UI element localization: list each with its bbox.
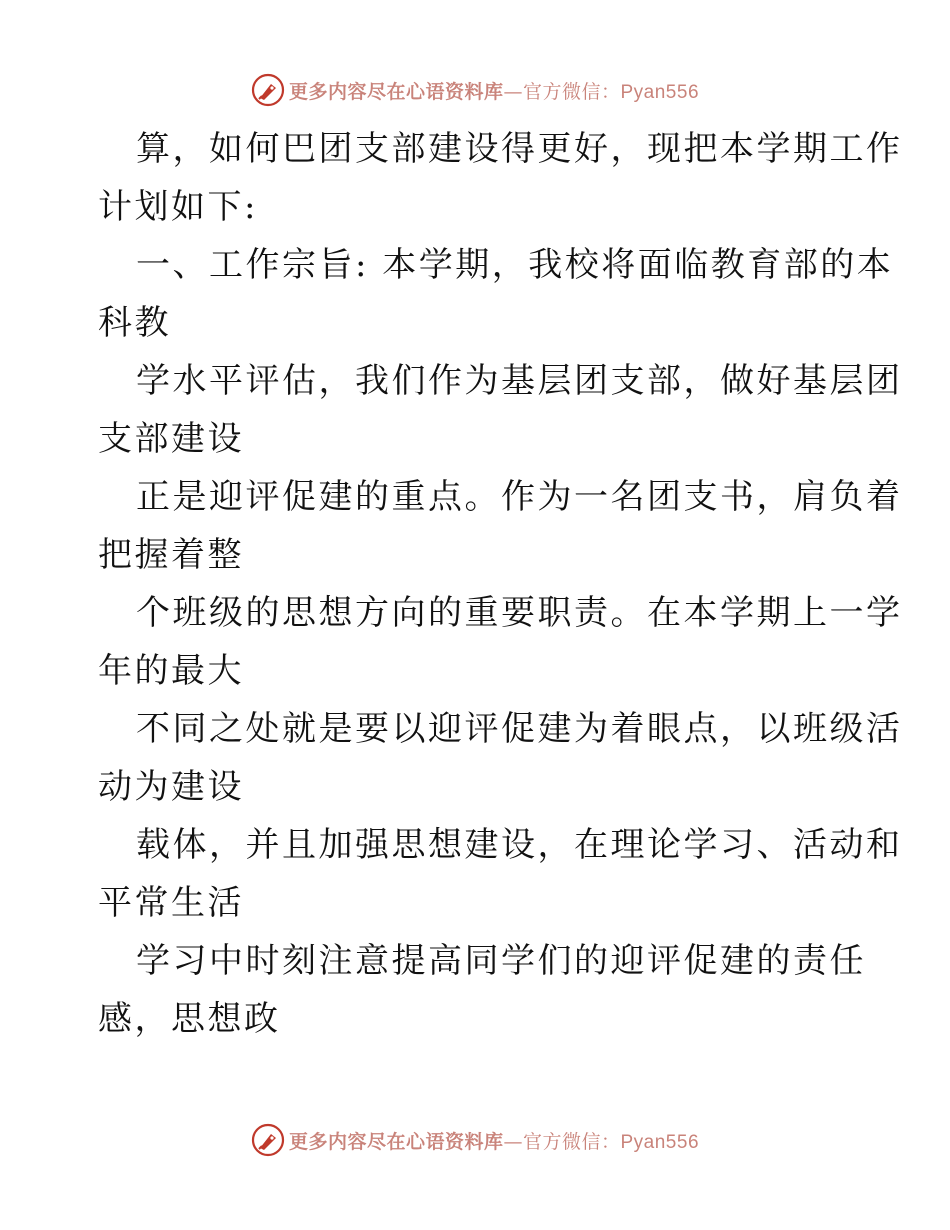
text-line: 把握着整: [98, 535, 244, 575]
watermark-text: [289, 77, 699, 104]
text-line: 年的最大: [98, 651, 244, 691]
pen-nib-logo-icon: [251, 1123, 285, 1157]
document-body: [98, 120, 903, 1048]
footer-watermark: [0, 1120, 950, 1160]
header-watermark: [0, 70, 950, 110]
text-line: 支部建设: [98, 419, 244, 459]
text-line: 学习中时刻注意提高同学们的迎评促建的责任: [136, 941, 866, 981]
watermark-sub-text: 官方微信：: [522, 80, 621, 103]
text-line: 平常生活: [98, 883, 244, 923]
watermark-text: [289, 1127, 699, 1154]
text-line: 正是迎评促建的重点。作为一名团支书，肩负着: [136, 477, 903, 517]
text-line: 科教: [98, 303, 171, 343]
text-line: 不同之处就是要以迎评促建为着眼点，以班级活: [136, 709, 903, 749]
text-line: 感，思想政: [98, 999, 281, 1039]
text-line: 载体，并且加强思想建设，在理论学习、活动和: [136, 825, 903, 865]
pen-nib-logo-icon: [251, 73, 285, 107]
watermark-dash: —: [503, 1130, 523, 1153]
watermark-main-text: 更多内容尽在心语资料库: [288, 80, 504, 103]
text-line: 学水平评估，我们作为基层团支部，做好基层团: [136, 361, 903, 401]
text-line: 个班级的思想方向的重要职责。在本学期上一学: [136, 593, 903, 633]
text-line: 动为建设: [98, 767, 244, 807]
watermark-main-text: 更多内容尽在心语资料库: [288, 1130, 504, 1153]
watermark-id: Pyan556: [620, 1131, 700, 1153]
text-line: 算，如何巴团支部建设得更好，现把本学期工作: [136, 129, 903, 169]
text-line: 一、工作宗旨: 本学期，我校将面临教育部的本: [136, 245, 894, 285]
text-line: 计划如下:: [98, 187, 258, 227]
watermark-sub-text: 官方微信：: [522, 1130, 621, 1153]
watermark-id: Pyan556: [620, 81, 700, 103]
watermark-dash: —: [503, 80, 523, 103]
